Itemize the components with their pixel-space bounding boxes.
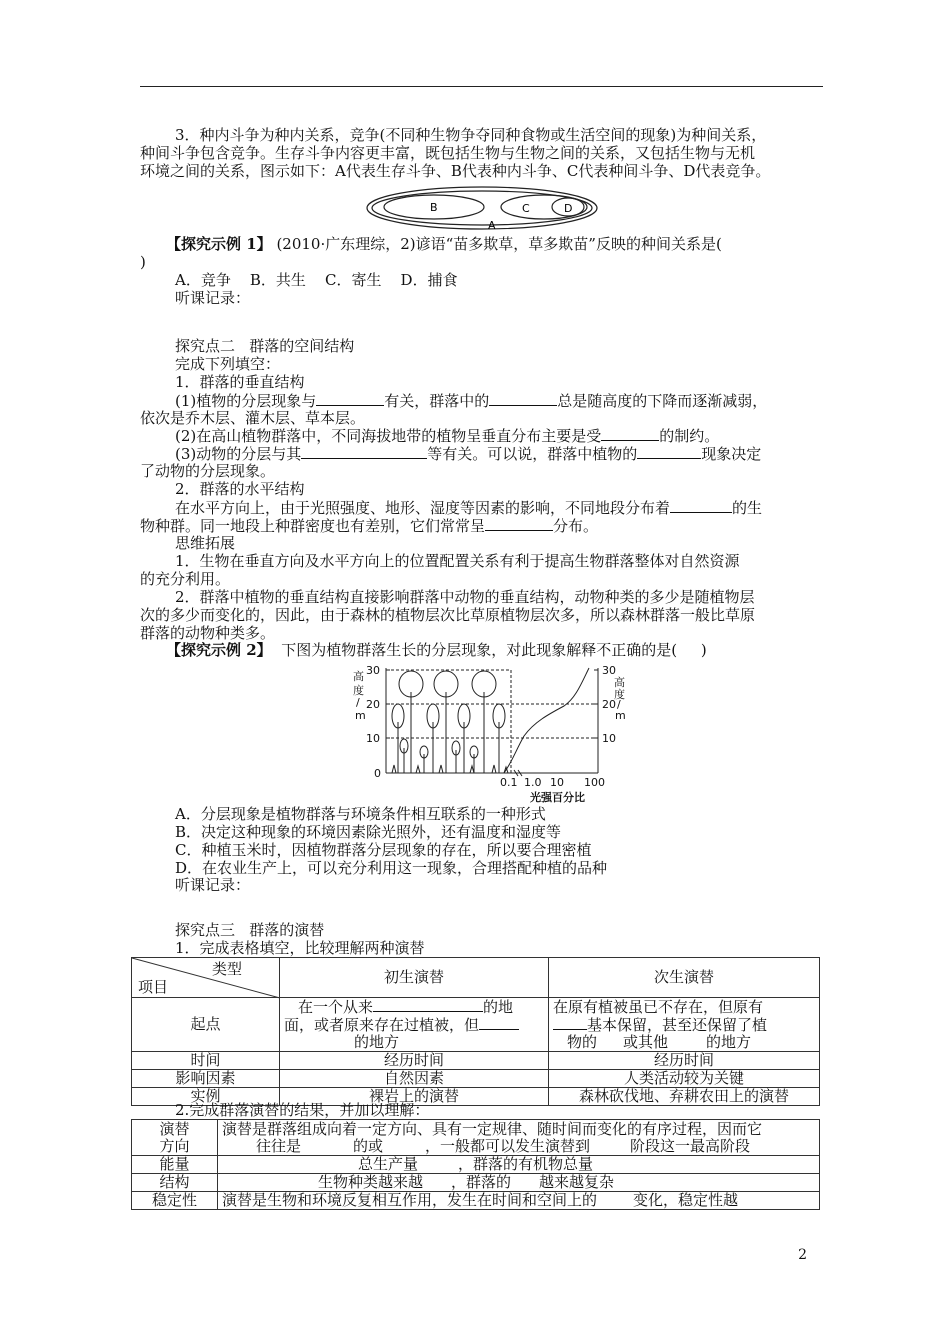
row-time-secondary: 经历时间 (549, 1052, 820, 1070)
table-row (132, 1156, 820, 1174)
vertical-item-2 (175, 427, 719, 445)
row-direction-label (132, 1120, 218, 1156)
succession-result-table (131, 1119, 820, 1210)
text-run: 的制约。 (659, 427, 720, 445)
text-run: 物的 (567, 1032, 598, 1051)
text-run: 变化，稳定性越 (633, 1191, 739, 1209)
header-secondary: 次生演替 (549, 958, 820, 998)
table-row (132, 958, 820, 998)
ylabel-left-1: 高 (353, 670, 364, 683)
text-run: 面，或者原来存在过植被，但 (284, 1016, 480, 1034)
ylabel-left-4: m (355, 709, 366, 722)
blank[interactable] (316, 392, 384, 406)
tall-trees (399, 671, 496, 773)
light-intensity-curve (504, 668, 589, 773)
text-run: 生物种类越来越 (318, 1173, 424, 1191)
row-start-primary (280, 998, 549, 1052)
blank[interactable] (479, 1016, 519, 1030)
blank[interactable] (637, 445, 701, 459)
text-run: 演替 (159, 1119, 190, 1138)
text-run: 方向 (159, 1136, 190, 1155)
venn-ellipse-a (367, 187, 597, 229)
row-example-label: 实例 (132, 1088, 280, 1106)
example-2-option-b: B．决定这种现象的环境因素除光照外，还有温度和湿度等 (175, 823, 562, 841)
text-run: 的或 (353, 1136, 384, 1155)
row-structure-label: 结构 (132, 1174, 218, 1192)
example-2-record: 听课记录： (175, 876, 251, 894)
text-run: 现象决定 (701, 445, 762, 463)
ylabel-right-1: 高 (614, 676, 625, 689)
ytick-left-20: 20 (366, 698, 380, 711)
text-run: 在原有植被虽已不存在，但原有 (553, 997, 764, 1016)
thinking-1-line-2: 的充分利用。 (140, 570, 231, 588)
row-stability-content (218, 1192, 820, 1210)
text-run: 演替是生物和环境反复相互作用，发生在时间和空间上的 (222, 1191, 598, 1209)
text-run: 演替是群落组成向着一定方向、具有一定规律、随时间而变化的有序过程，因而它 (222, 1119, 763, 1138)
example-2-tag: 【探究示例 2】 (166, 641, 272, 659)
text-run: 的生 (732, 499, 763, 517)
text-run: ，群落的有机物总量 (458, 1155, 594, 1173)
para-3-line-2: 种间斗争包含竞争。生存斗争内容更丰富，既包括生物与生物之间的关系，又包括生物与无机 (140, 144, 756, 162)
blank[interactable] (601, 427, 659, 441)
text-run: 总生产量 (358, 1155, 419, 1173)
text-run: 分布。 (553, 517, 599, 535)
header-primary: 初生演替 (280, 958, 549, 998)
para-3-line-3: 环境之间的关系，图示如下：A代表生存斗争、B代表种内斗争、C代表种间斗争、D代表竞争。 (140, 162, 771, 180)
ylabel-right-4: m (615, 709, 626, 722)
row-time-label: 时间 (132, 1052, 280, 1070)
row-example-secondary: 森林砍伐地、弃耕农田上的演替 (549, 1088, 820, 1106)
xtick-1.0: 1.0 (524, 776, 542, 789)
horizontal-line-1 (175, 499, 762, 517)
ytick-left-30: 30 (366, 664, 380, 677)
plant-stratification-figure (344, 662, 624, 806)
shrubs (400, 739, 478, 773)
section-2-fill-instruction: 完成下列填空： (175, 355, 281, 373)
xtick-10: 10 (550, 776, 564, 789)
text-run: 物种群。同一地段上种群密度也有差别，它们常常呈 (140, 517, 486, 535)
blank[interactable] (373, 998, 483, 1012)
vertical-item-1-cont: 依次是乔木层、灌木层、草本层。 (140, 409, 366, 427)
vertical-structure-heading: 1．群落的垂直结构 (175, 373, 305, 391)
text-run: 的地 (483, 998, 514, 1016)
example-2-option-c: C．种植玉米时，因植物群落分层现象的存在，所以要合理密植 (175, 841, 592, 859)
table-row (132, 1120, 820, 1156)
table-row (132, 1070, 820, 1088)
succession-comparison-table (131, 957, 820, 1106)
ylabel-left-3: / (356, 696, 360, 709)
venn-label-b: B (430, 201, 438, 214)
text-run: (1)植物的分层现象与 (175, 392, 317, 410)
ylabel-right-2: 度 (614, 688, 625, 701)
example-1-line-2: ) (140, 253, 146, 271)
row-direction-content (218, 1120, 820, 1156)
vertical-item-3 (175, 445, 761, 463)
row-stability-label: 稳定性 (132, 1192, 218, 1210)
ylabel-left-2: 度 (353, 684, 364, 697)
example-1-record: 听课记录： (175, 289, 251, 307)
ytick-left-10: 10 (366, 732, 380, 745)
row-factor-secondary: 人类活动较为关键 (549, 1070, 820, 1088)
thinking-2-line-2: 次的多少而变化的，因此，由于森林的植物层次比草原植物层次多，所以森林群落一般比草原 (140, 606, 756, 624)
section-3-q2: 2.完成群落演替的结果，并加以理解： (175, 1101, 430, 1119)
para-3-line-1: 3．种内斗争为种内关系，竞争(不同种生物争夺同种食物或生活空间的现象)为种间关系， (175, 126, 767, 144)
row-start-secondary (549, 998, 820, 1052)
row-energy-label: 能量 (132, 1156, 218, 1174)
text-run: 阶段这一最高阶段 (630, 1136, 751, 1155)
text-run: 有关，群落中的 (384, 392, 490, 410)
thinking-2-line-3: 群落的动物种类多。 (140, 624, 276, 642)
text-run: ，群落的 (451, 1173, 512, 1191)
text-run: (3)动物的分层与其 (175, 445, 302, 463)
thinking-extension-heading: 思维拓展 (175, 534, 236, 552)
xtick-100: 100 (584, 776, 605, 789)
example-1-options: A．竞争 B．共生 C．寄生 D．捕食 (175, 271, 458, 289)
vertical-item-3-cont: 了动物的分层现象。 (140, 462, 276, 480)
ytick-right-30: 30 (602, 664, 616, 677)
page-number: 2 (798, 1247, 807, 1263)
ytick-right-10: 10 (602, 732, 616, 745)
example-2-question-text: 下图为植物群落生长的分层现象，对此现象解释不正确的是( ) (271, 641, 707, 659)
section-3-heading: 探究点三 群落的演替 (175, 921, 325, 939)
row-example-primary: 裸岩上的演替 (280, 1088, 549, 1106)
x-axis-label: 光强百分比 (530, 791, 585, 804)
vertical-item-1 (175, 392, 767, 410)
text-run: 的地方 (706, 1032, 752, 1051)
horizontal-line-2 (140, 517, 598, 535)
blank[interactable] (670, 499, 732, 513)
row-structure-content (218, 1174, 820, 1192)
blank[interactable] (553, 1016, 587, 1030)
venn-label-a: A (488, 219, 496, 232)
header-corner-cell (132, 958, 280, 998)
section-3-q1: 1．完成表格填空，比较理解两种演替 (175, 939, 425, 957)
venn-label-c: C (522, 202, 530, 215)
table-row (132, 998, 820, 1052)
text-run: ，一般都可以发生演替到 (425, 1136, 591, 1155)
header-rule (140, 86, 823, 87)
example-2-option-a: A．分层现象是植物群落与环境条件相互联系的一种形式 (175, 805, 546, 823)
ylabel-right-3: / (617, 698, 621, 711)
table-row (132, 1052, 820, 1070)
venn-label-d: D (564, 202, 573, 215)
text-run: 基本保留，甚至还保留了植 (587, 1015, 768, 1034)
table-row (132, 1174, 820, 1192)
thinking-1-line-1: 1．生物在垂直方向及水平方向上的位置配置关系有利于提高生物群落整体对自然资源 (175, 552, 740, 570)
example-1-line-1 (166, 236, 722, 253)
example-2-question (166, 642, 707, 659)
section-2-heading: 探究点二 群落的空间结构 (175, 337, 355, 355)
horizontal-structure-heading: 2．群落的水平结构 (175, 480, 305, 498)
row-energy-content (218, 1156, 820, 1174)
row-start-label: 起点 (132, 998, 280, 1052)
ytick-right-20: 20 (602, 698, 616, 711)
blank[interactable] (485, 517, 553, 531)
example-1-tag: 【探究示例 1】 (166, 235, 272, 253)
example-2-option-d: D．在农业生产上，可以充分利用这一现象，合理搭配种植的品种 (175, 859, 608, 877)
canopy-dashed-box (386, 670, 511, 773)
text-run: 在水平方向上，由于光照强度、地形、湿度等因素的影响，不同地段分布着 (175, 499, 671, 517)
row-time-primary: 经历时间 (280, 1052, 549, 1070)
text-run: 总是随高度的下降而逐渐减弱， (557, 392, 768, 410)
text-run: 的地方 (354, 1033, 400, 1051)
struggle-venn-diagram (364, 184, 604, 232)
herb-layer (392, 765, 508, 773)
header-item: 项目 (138, 978, 169, 996)
blank[interactable] (489, 392, 557, 406)
thinking-2-line-1: 2．群落中植物的垂直结构直接影响群落中动物的垂直结构，动物种类的多少是随植物层 (175, 588, 755, 606)
header-type: 类型 (212, 960, 243, 978)
text-run: 等有关。可以说，群落中植物的 (427, 445, 638, 463)
blank[interactable] (301, 445, 427, 459)
xtick-0.1: 0.1 (500, 776, 518, 789)
table-row (132, 1192, 820, 1210)
text-run: 或其他 (623, 1032, 669, 1051)
text-run: 越来越复杂 (539, 1173, 615, 1191)
text-run: 在一个从来 (298, 998, 374, 1016)
ytick-left-0: 0 (374, 767, 381, 780)
row-factor-label: 影响因素 (132, 1070, 280, 1088)
text-run: (2)在高山植物群落中，不同海拔地带的植物呈垂直分布主要是受 (175, 427, 602, 445)
example-1-question: (2010·广东理综，2)谚语“苗多欺草，草多欺苗”反映的种间关系是( (271, 235, 722, 253)
text-run: 往往是 (256, 1136, 302, 1155)
row-factor-primary: 自然因素 (280, 1070, 549, 1088)
